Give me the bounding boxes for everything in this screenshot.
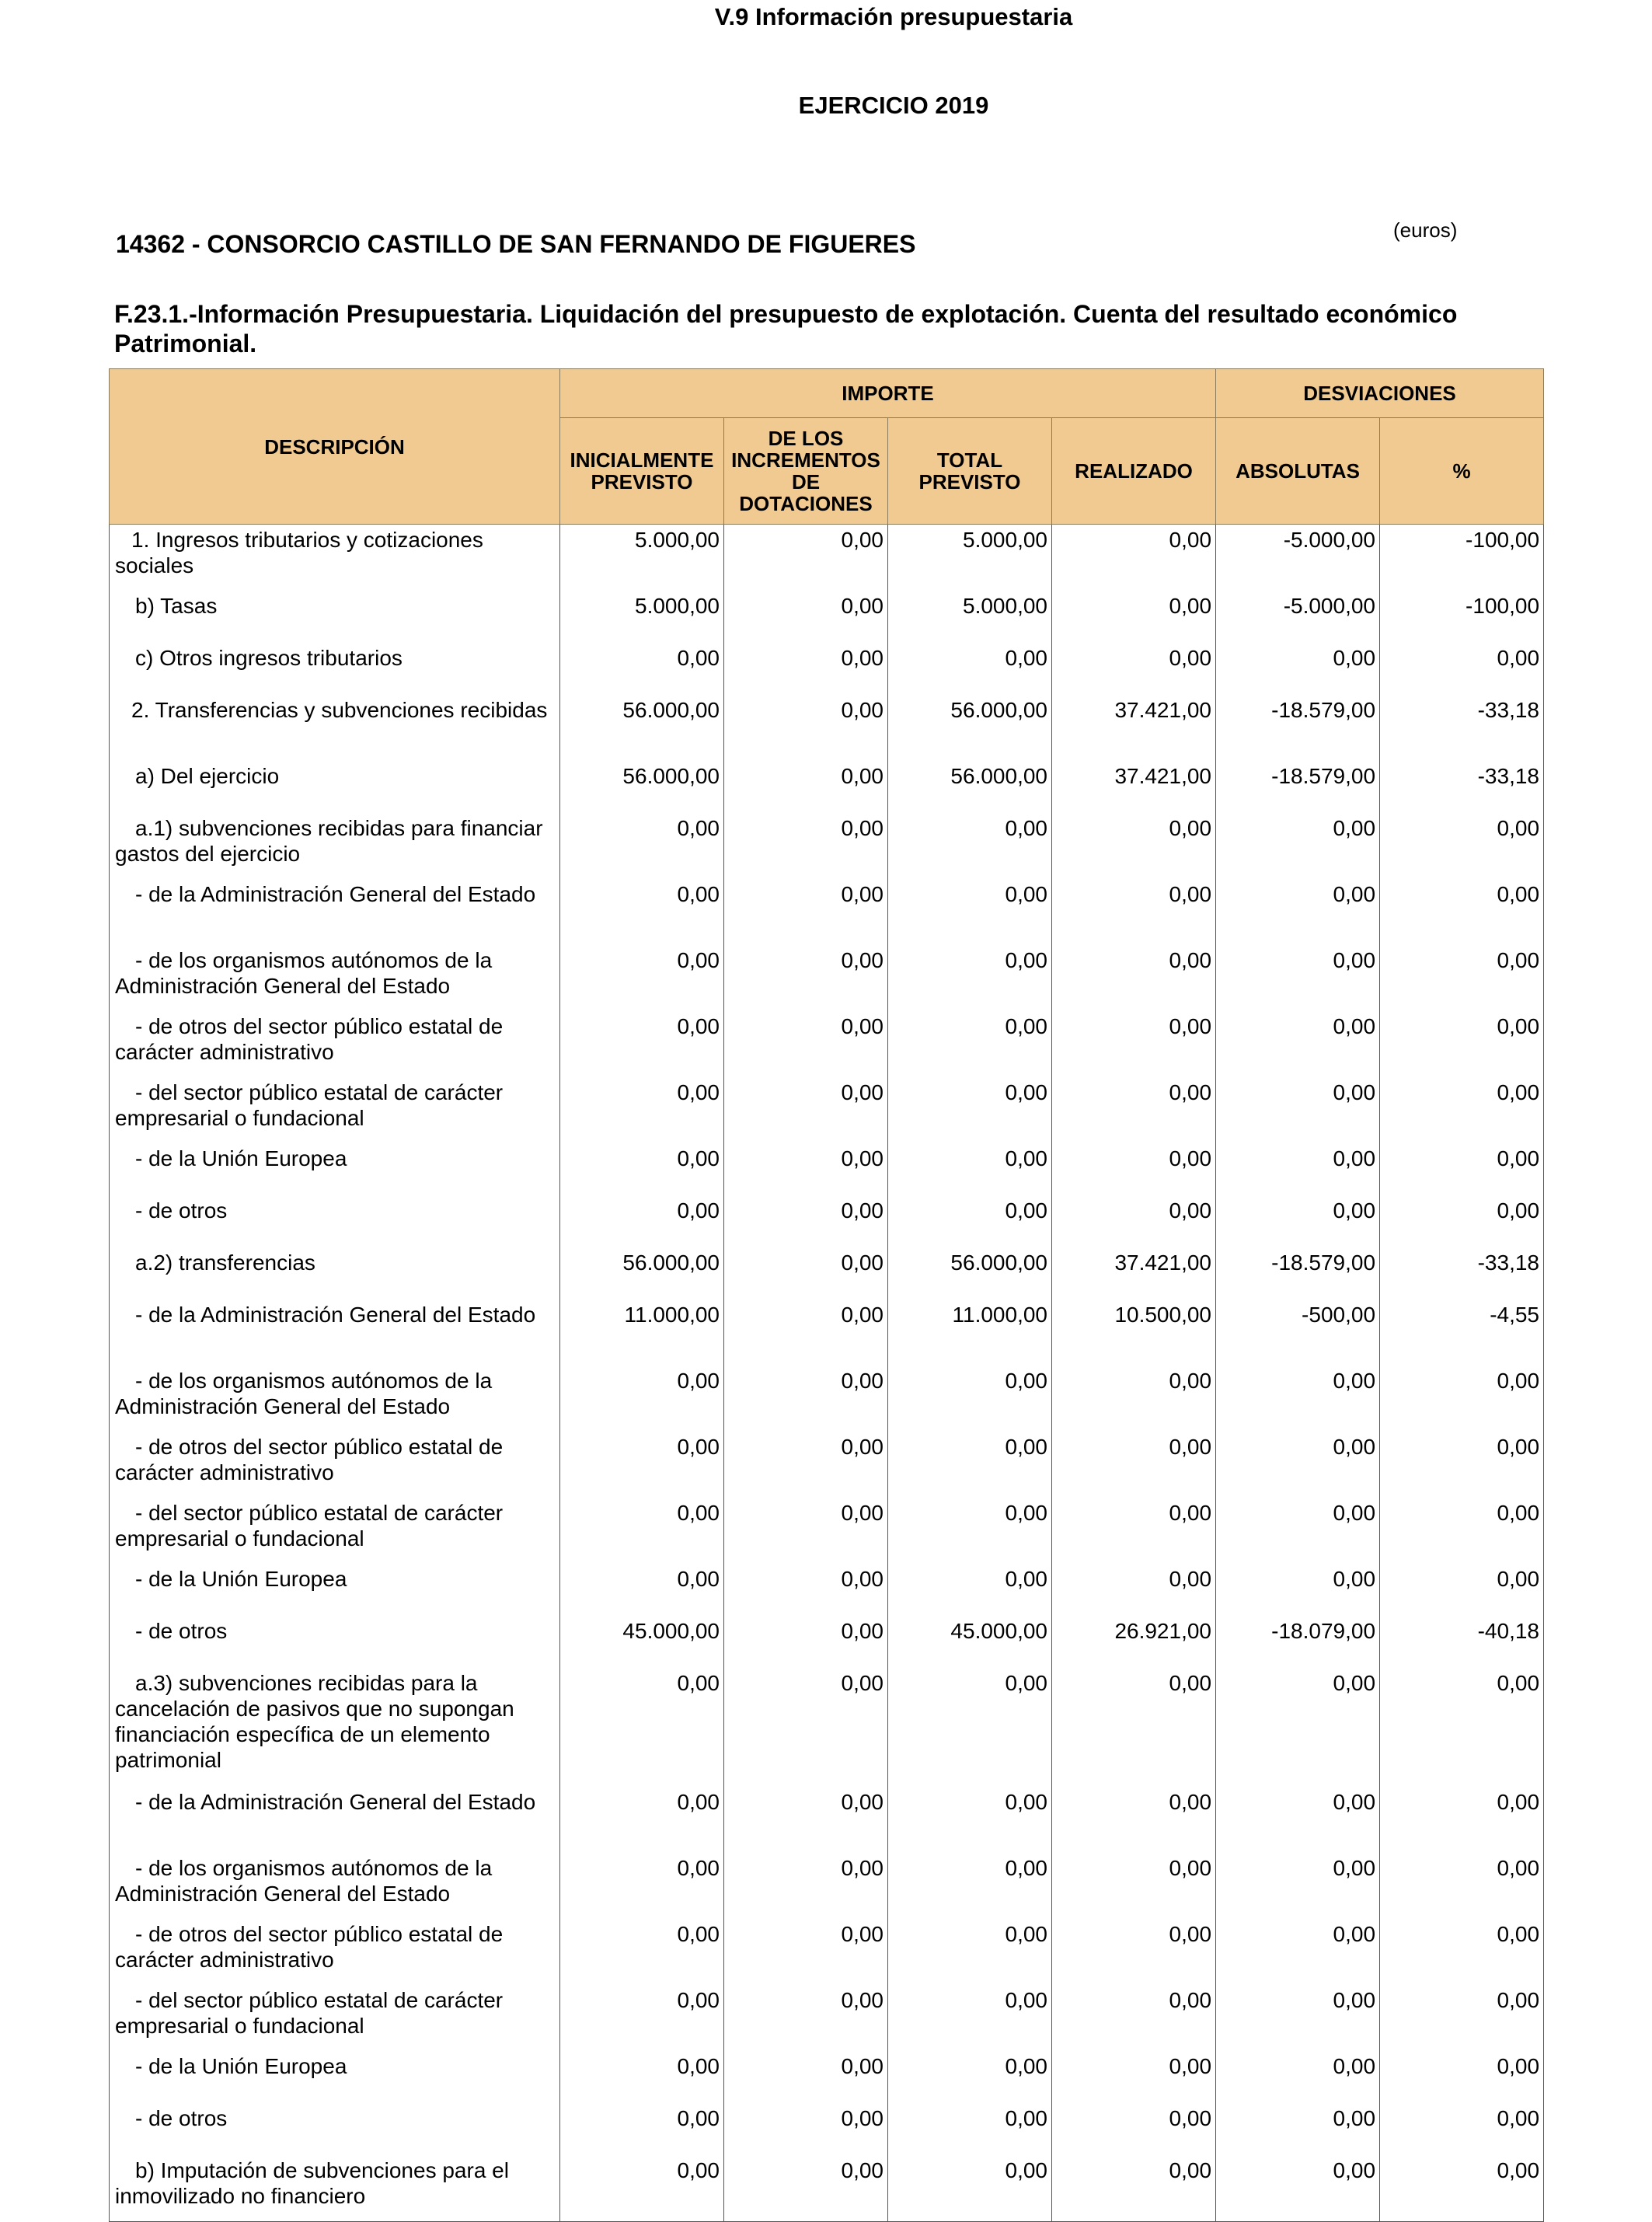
- row-value: 0,00: [724, 695, 888, 761]
- row-value: 0,00: [724, 1195, 888, 1247]
- table-row: [110, 2051, 1544, 2103]
- row-value: 0,00: [1216, 1985, 1380, 2051]
- table-row: [110, 1077, 1544, 1143]
- row-value: 0,00: [724, 2051, 888, 2103]
- row-value: 0,00: [1052, 1143, 1216, 1195]
- row-value: 0,00: [724, 591, 888, 643]
- row-description: 2. Transferencias y subvenciones recibidas: [110, 695, 560, 761]
- row-value: 0,00: [1052, 2155, 1216, 2222]
- row-value: 0,00: [724, 761, 888, 813]
- row-value: 0,00: [1380, 1011, 1544, 1077]
- row-value: 0,00: [724, 1853, 888, 1919]
- row-value: 0,00: [888, 1195, 1052, 1247]
- row-value: 56.000,00: [888, 761, 1052, 813]
- row-value: -100,00: [1380, 525, 1544, 591]
- entity-name: 14362 - CONSORCIO CASTILLO DE SAN FERNANDO DE FIGUERES: [116, 230, 916, 258]
- row-value: 0,00: [560, 1498, 724, 1564]
- row-description: - de otros: [110, 1616, 560, 1668]
- row-value: 0,00: [1380, 813, 1544, 879]
- row-value: 0,00: [724, 2103, 888, 2155]
- row-value: 37.421,00: [1052, 1247, 1216, 1299]
- row-value: 0,00: [1216, 813, 1380, 879]
- table-row: [110, 1247, 1544, 1299]
- row-description: - de la Administración General del Estado: [110, 879, 560, 945]
- row-value: 0,00: [560, 2051, 724, 2103]
- row-value: 0,00: [560, 1432, 724, 1498]
- row-value: 0,00: [1216, 2051, 1380, 2103]
- row-value: 0,00: [1052, 1919, 1216, 1985]
- row-value: 0,00: [1216, 945, 1380, 1011]
- row-value: 0,00: [1380, 2051, 1544, 2103]
- table-row: [110, 1919, 1544, 1985]
- row-value: 0,00: [560, 2155, 724, 2222]
- row-value: 0,00: [724, 1011, 888, 1077]
- row-value: 0,00: [724, 525, 888, 591]
- row-value: 0,00: [888, 1853, 1052, 1919]
- table-row: [110, 813, 1544, 879]
- row-value: 56.000,00: [888, 695, 1052, 761]
- row-description: 1. Ingresos tributarios y cotizaciones sociales: [110, 525, 560, 591]
- row-value: 0,00: [724, 1919, 888, 1985]
- row-description: a.2) transferencias: [110, 1247, 560, 1299]
- row-value: 37.421,00: [1052, 695, 1216, 761]
- col-header-descripcion: DESCRIPCIÓN: [110, 369, 560, 525]
- row-description: - de la Administración General del Estado: [110, 1299, 560, 1366]
- group-header-importe: IMPORTE: [560, 369, 1216, 418]
- row-description: a.1) subvenciones recibidas para financiar gastos del ejercicio: [110, 813, 560, 879]
- row-value: 0,00: [1216, 1366, 1380, 1432]
- row-description: - de otros del sector público estatal de carácter administrativo: [110, 1432, 560, 1498]
- row-value: 0,00: [888, 945, 1052, 1011]
- row-value: 0,00: [1052, 1432, 1216, 1498]
- row-value: 0,00: [1216, 1011, 1380, 1077]
- table-row: [110, 1143, 1544, 1195]
- table-row: [110, 695, 1544, 761]
- row-description: b) Tasas: [110, 591, 560, 643]
- row-value: 0,00: [1052, 1077, 1216, 1143]
- row-value: 0,00: [1052, 813, 1216, 879]
- row-value: 10.500,00: [1052, 1299, 1216, 1366]
- row-value: 0,00: [560, 945, 724, 1011]
- row-value: 0,00: [888, 1077, 1052, 1143]
- row-value: 0,00: [1380, 1143, 1544, 1195]
- row-value: -33,18: [1380, 1247, 1544, 1299]
- row-value: 0,00: [1380, 879, 1544, 945]
- row-value: 5.000,00: [888, 525, 1052, 591]
- row-description: - del sector público estatal de carácter empresarial o fundacional: [110, 1077, 560, 1143]
- row-value: 0,00: [888, 1668, 1052, 1787]
- row-description: a.3) subvenciones recibidas para la cancelación de pasivos que no supongan financiación específica de un elemento patrimonial: [110, 1668, 560, 1787]
- row-value: 0,00: [888, 1432, 1052, 1498]
- row-value: 0,00: [1052, 1985, 1216, 2051]
- row-value: 0,00: [1380, 1787, 1544, 1853]
- row-value: 45.000,00: [888, 1616, 1052, 1668]
- row-value: 0,00: [1052, 1366, 1216, 1432]
- table-row: [110, 1299, 1544, 1366]
- col-header-realizado: REALIZADO: [1052, 418, 1216, 525]
- row-value: -40,18: [1380, 1616, 1544, 1668]
- row-description: - del sector público estatal de carácter empresarial o fundacional: [110, 1498, 560, 1564]
- table-row: [110, 1564, 1544, 1616]
- col-header-porcentaje: %: [1380, 418, 1544, 525]
- row-value: 0,00: [1216, 1668, 1380, 1787]
- table-row: [110, 643, 1544, 695]
- row-description: - de la Unión Europea: [110, 2051, 560, 2103]
- row-value: 0,00: [1052, 1011, 1216, 1077]
- row-value: 0,00: [1052, 1498, 1216, 1564]
- row-value: 0,00: [1380, 1077, 1544, 1143]
- row-value: 0,00: [1052, 1853, 1216, 1919]
- row-value: 0,00: [1380, 1919, 1544, 1985]
- row-value: 0,00: [1380, 1195, 1544, 1247]
- row-value: 0,00: [560, 1787, 724, 1853]
- row-value: 0,00: [560, 1011, 724, 1077]
- units-label: (euros): [1393, 218, 1458, 242]
- row-value: 0,00: [1380, 643, 1544, 695]
- row-value: 0,00: [1052, 1787, 1216, 1853]
- row-value: 0,00: [724, 1564, 888, 1616]
- row-description: - de los organismos autónomos de la Administración General del Estado: [110, 1366, 560, 1432]
- row-value: 0,00: [1052, 2051, 1216, 2103]
- group-header-desviaciones: DESVIACIONES: [1216, 369, 1544, 418]
- row-value: 0,00: [1216, 1195, 1380, 1247]
- row-value: 5.000,00: [888, 591, 1052, 643]
- row-value: 0,00: [560, 2103, 724, 2155]
- row-value: 11.000,00: [560, 1299, 724, 1366]
- row-value: 0,00: [1380, 1432, 1544, 1498]
- col-header-absolutas: ABSOLUTAS: [1216, 418, 1380, 525]
- row-description: a) Del ejercicio: [110, 761, 560, 813]
- row-description: b) Imputación de subvenciones para el inmovilizado no financiero: [110, 2155, 560, 2222]
- row-value: 0,00: [724, 1787, 888, 1853]
- row-value: -18.079,00: [1216, 1616, 1380, 1668]
- row-value: 0,00: [724, 813, 888, 879]
- row-value: 0,00: [560, 1143, 724, 1195]
- row-value: 0,00: [724, 1366, 888, 1432]
- row-value: 0,00: [888, 2103, 1052, 2155]
- row-value: 0,00: [1052, 1668, 1216, 1787]
- row-value: 0,00: [1380, 1985, 1544, 2051]
- row-value: 0,00: [1052, 1564, 1216, 1616]
- row-value: 0,00: [560, 1853, 724, 1919]
- row-value: 0,00: [1216, 643, 1380, 695]
- row-value: 0,00: [560, 643, 724, 695]
- row-value: 0,00: [1052, 643, 1216, 695]
- row-value: 0,00: [1216, 1143, 1380, 1195]
- row-value: 0,00: [1216, 1787, 1380, 1853]
- table-row: [110, 1787, 1544, 1853]
- row-description: - de los organismos autónomos de la Administración General del Estado: [110, 945, 560, 1011]
- row-value: -18.579,00: [1216, 1247, 1380, 1299]
- row-value: 0,00: [560, 1366, 724, 1432]
- row-value: 0,00: [724, 1247, 888, 1299]
- row-value: 0,00: [1052, 2103, 1216, 2155]
- row-value: 0,00: [724, 1985, 888, 2051]
- row-description: - de la Unión Europea: [110, 1143, 560, 1195]
- table-row: [110, 591, 1544, 643]
- table-row: [110, 879, 1544, 945]
- row-value: 0,00: [1380, 945, 1544, 1011]
- row-value: 0,00: [724, 643, 888, 695]
- table-row: [110, 945, 1544, 1011]
- row-value: 0,00: [1052, 879, 1216, 945]
- table-row: [110, 2103, 1544, 2155]
- row-value: 0,00: [724, 1077, 888, 1143]
- row-value: 0,00: [888, 1787, 1052, 1853]
- col-header-inicialmente-previsto: INICIALMENTE PREVISTO: [560, 418, 724, 525]
- report-title: F.23.1.-Información Presupuestaria. Liquidación del presupuesto de explotación. Cuenta del resultado económico Patrimonial.: [114, 300, 1458, 358]
- row-value: -100,00: [1380, 591, 1544, 643]
- row-value: 0,00: [888, 1011, 1052, 1077]
- row-value: 45.000,00: [560, 1616, 724, 1668]
- row-value: 37.421,00: [1052, 761, 1216, 813]
- row-description: - de otros del sector público estatal de carácter administrativo: [110, 1011, 560, 1077]
- row-value: 0,00: [888, 879, 1052, 945]
- row-value: 0,00: [724, 1299, 888, 1366]
- table-row: [110, 525, 1544, 591]
- row-value: 0,00: [888, 1985, 1052, 2051]
- row-value: 0,00: [560, 813, 724, 879]
- row-value: 0,00: [1216, 1498, 1380, 1564]
- table-row: [110, 1498, 1544, 1564]
- row-description: - de la Unión Europea: [110, 1564, 560, 1616]
- row-value: -18.579,00: [1216, 761, 1380, 813]
- table-row: [110, 2155, 1544, 2222]
- row-value: 0,00: [1380, 1498, 1544, 1564]
- col-header-total-previsto: TOTAL PREVISTO: [888, 418, 1052, 525]
- row-description: - de los organismos autónomos de la Administración General del Estado: [110, 1853, 560, 1919]
- row-value: 0,00: [888, 813, 1052, 879]
- row-value: 0,00: [1052, 1195, 1216, 1247]
- row-value: 0,00: [1380, 2155, 1544, 2222]
- row-value: 0,00: [1216, 1564, 1380, 1616]
- row-value: 0,00: [560, 1668, 724, 1787]
- table-body: [110, 525, 1544, 2222]
- row-value: 0,00: [1216, 1853, 1380, 1919]
- row-value: 0,00: [1216, 2103, 1380, 2155]
- row-value: 0,00: [724, 2155, 888, 2222]
- row-description: - de otros del sector público estatal de carácter administrativo: [110, 1919, 560, 1985]
- row-description: - del sector público estatal de carácter empresarial o fundacional: [110, 1985, 560, 2051]
- table-row: [110, 1853, 1544, 1919]
- row-value: 0,00: [560, 1077, 724, 1143]
- row-value: 56.000,00: [560, 761, 724, 813]
- row-value: 0,00: [724, 879, 888, 945]
- row-value: 0,00: [888, 643, 1052, 695]
- row-value: 56.000,00: [888, 1247, 1052, 1299]
- table-row: [110, 761, 1544, 813]
- section-title: V.9 Información presupuestaria: [714, 3, 1073, 30]
- budget-table: [109, 368, 1544, 2222]
- row-value: 0,00: [888, 1366, 1052, 1432]
- row-value: 11.000,00: [888, 1299, 1052, 1366]
- row-value: 26.921,00: [1052, 1616, 1216, 1668]
- row-value: 0,00: [1216, 879, 1380, 945]
- row-value: -5.000,00: [1216, 591, 1380, 643]
- row-value: 56.000,00: [560, 1247, 724, 1299]
- row-value: 0,00: [560, 1919, 724, 1985]
- table-row: [110, 1985, 1544, 2051]
- row-value: 0,00: [888, 1498, 1052, 1564]
- exercise-year: EJERCICIO 2019: [798, 92, 989, 119]
- row-description: - de la Administración General del Estado: [110, 1787, 560, 1853]
- table-row: [110, 1366, 1544, 1432]
- row-value: 0,00: [1380, 1564, 1544, 1616]
- row-value: 0,00: [560, 1195, 724, 1247]
- row-value: 0,00: [560, 879, 724, 945]
- row-value: -4,55: [1380, 1299, 1544, 1366]
- table-row: [110, 1616, 1544, 1668]
- row-description: c) Otros ingresos tributarios: [110, 643, 560, 695]
- row-description: - de otros: [110, 2103, 560, 2155]
- row-value: 5.000,00: [560, 591, 724, 643]
- row-value: 5.000,00: [560, 525, 724, 591]
- row-value: 0,00: [888, 2051, 1052, 2103]
- table-row: [110, 1668, 1544, 1787]
- row-value: 0,00: [888, 2155, 1052, 2222]
- col-header-incrementos: DE LOS INCREMENTOS DE DOTACIONES: [724, 418, 888, 525]
- row-value: -33,18: [1380, 695, 1544, 761]
- row-value: 0,00: [724, 1668, 888, 1787]
- row-value: 0,00: [1216, 2155, 1380, 2222]
- row-value: 0,00: [1380, 1668, 1544, 1787]
- row-value: 0,00: [1380, 1366, 1544, 1432]
- table-row: [110, 1011, 1544, 1077]
- row-value: 0,00: [724, 1432, 888, 1498]
- row-value: 0,00: [888, 1564, 1052, 1616]
- row-value: 0,00: [1216, 1432, 1380, 1498]
- row-value: 0,00: [1380, 2103, 1544, 2155]
- row-value: 0,00: [1052, 591, 1216, 643]
- row-value: 0,00: [1380, 1853, 1544, 1919]
- row-value: 0,00: [888, 1143, 1052, 1195]
- row-value: 56.000,00: [560, 695, 724, 761]
- row-value: -33,18: [1380, 761, 1544, 813]
- row-value: 0,00: [560, 1564, 724, 1616]
- row-value: -18.579,00: [1216, 695, 1380, 761]
- row-value: 0,00: [1216, 1077, 1380, 1143]
- row-value: -5.000,00: [1216, 525, 1380, 591]
- row-value: 0,00: [724, 1616, 888, 1668]
- row-description: - de otros: [110, 1195, 560, 1247]
- row-value: 0,00: [888, 1919, 1052, 1985]
- row-value: 0,00: [724, 945, 888, 1011]
- row-value: 0,00: [1216, 1919, 1380, 1985]
- table-row: [110, 1195, 1544, 1247]
- row-value: 0,00: [724, 1143, 888, 1195]
- row-value: 0,00: [560, 1985, 724, 2051]
- table-row: [110, 1432, 1544, 1498]
- row-value: -500,00: [1216, 1299, 1380, 1366]
- row-value: 0,00: [1052, 945, 1216, 1011]
- row-value: 0,00: [724, 1498, 888, 1564]
- row-value: 0,00: [1052, 525, 1216, 591]
